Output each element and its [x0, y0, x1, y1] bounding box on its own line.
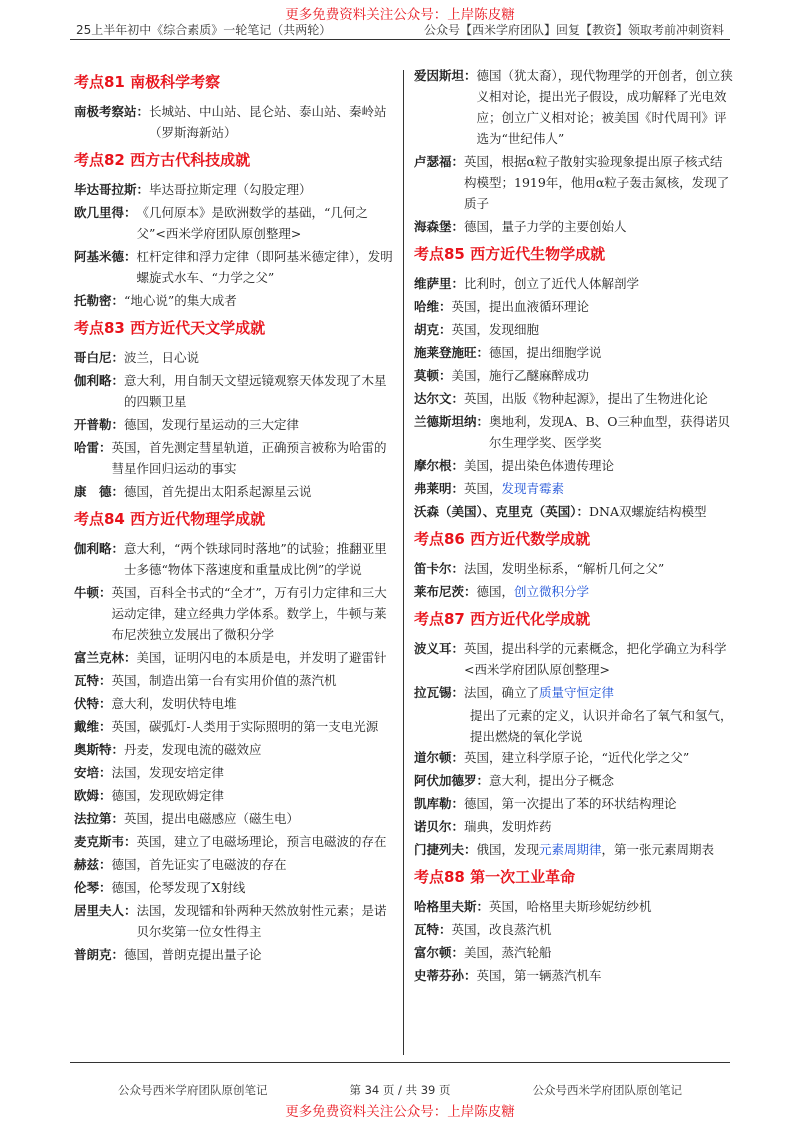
entry-desc: 长城站、中山站、昆仑站、泰山站、秦岭站（罗斯海新站） — [149, 104, 387, 140]
entry-desc: 英国，根据α粒子散射实验现象提出原子核式结构模型；1919年，他用α粒子轰击氮核，发现了质子 — [464, 154, 730, 211]
entry — [74, 101, 396, 143]
top-promo-banner: 更多免费资料关注公众号：上岸陈皮糖 — [285, 7, 515, 23]
left-column — [74, 65, 396, 967]
entry-desc: 英国，提出血液循环理论 — [451, 299, 590, 314]
entry-desc: 德国，首先证实了电磁波的存在 — [111, 857, 287, 872]
entry-desc: 法国，发现镭和钋两种天然放射性元素；是诺贝尔奖第一位女性得主 — [136, 903, 387, 939]
entry — [414, 411, 734, 453]
entry-desc: 意大利，“两个铁球同时落地”的试验；推翻亚里士多德“物体下落速度和重量成比例”的学说 — [124, 541, 387, 577]
entry — [414, 965, 734, 986]
entry-term: 阿伏加德罗： — [414, 773, 490, 788]
entry — [74, 739, 396, 760]
footer-left: 公众号西米学府团队原创笔记 — [118, 1083, 268, 1097]
entry-term: 诺贝尔： — [414, 819, 465, 834]
entry-desc — [477, 839, 734, 860]
entry — [414, 365, 734, 386]
entry-term: 笛卡尔： — [414, 561, 465, 576]
entry-term: 富尔顿： — [414, 945, 465, 960]
highlight-text: 发现青霉素 — [501, 481, 565, 496]
entry-term: 居里夫人： — [74, 903, 137, 918]
entry-desc: 英国，百科全书式的“全才”，万有引力定律和三大运动定律，建立经典力学体系。数学上，牛顿与莱布尼茨独立发展出了微积分学 — [111, 585, 387, 642]
entry — [74, 414, 396, 435]
entry — [414, 501, 734, 522]
entry-term: 普朗克： — [74, 947, 125, 962]
entry-desc: 英国，提出科学的元素概念，把化学确立为科学<西米学府团队原创整理> — [464, 641, 727, 677]
entry-desc: 英国，提出电磁感应（磁生电） — [124, 811, 300, 826]
bottom-promo-banner: 更多免费资料关注公众号：上岸陈皮糖 — [285, 1104, 515, 1120]
entry-term: 维萨里： — [414, 276, 465, 291]
entry-term: 阿基米德： — [74, 249, 137, 264]
entry — [414, 816, 734, 837]
entry — [414, 839, 734, 860]
section-title-86: 考点86 西方近代数学成就 — [414, 530, 591, 548]
entry-term: 麦克斯韦： — [74, 834, 137, 849]
entry — [74, 785, 396, 806]
section-title-84: 考点84 西方近代物理学成就 — [74, 510, 266, 528]
entry — [74, 647, 396, 668]
entry-desc: DNA双螺旋结构模型 — [589, 504, 707, 519]
entry-desc: “地心说”的集大成者 — [124, 293, 237, 308]
section-title-85: 考点85 西方近代生物学成就 — [414, 245, 606, 263]
entry-term: 欧几里得： — [74, 205, 137, 220]
section-title-81: 考点81 南极科学考察 — [74, 73, 221, 91]
entry-desc: 德国，发现行星运动的三大定律 — [124, 417, 300, 432]
highlight-text: 创立微积分学 — [514, 584, 590, 599]
entry — [414, 896, 734, 917]
entry-term: 南极考察站： — [74, 104, 150, 119]
page-number: 第 34 页 / 共 39 页 — [349, 1083, 451, 1097]
entry-desc: 意大利，用自制天文望远镜观察天体发现了木星的四颗卫星 — [124, 373, 387, 409]
entry-desc: 法国，发现安培定律 — [111, 765, 225, 780]
entry-desc: 德国，伦琴发现了X射线 — [111, 880, 246, 895]
entry-desc: 美国，提出染色体遗传理论 — [464, 458, 615, 473]
entry-term: 伽利略： — [74, 373, 125, 388]
column-divider — [403, 70, 404, 1055]
entry-desc: 德国，量子力学的主要创始人 — [464, 219, 627, 234]
entry — [414, 319, 734, 340]
entry — [414, 342, 734, 363]
entry-term: 史蒂芬孙： — [414, 968, 477, 983]
entry-desc: 比利时，创立了近代人体解剖学 — [464, 276, 640, 291]
entry — [414, 638, 734, 680]
entry-term: 哥白尼： — [74, 350, 125, 365]
highlight-text: 元素周期律 — [539, 842, 602, 857]
entry-term: 伽利略： — [74, 541, 125, 556]
entry-desc — [464, 478, 734, 499]
entry-term: 哈格里夫斯： — [414, 899, 490, 914]
header-title: 25上半年初中《综合素质》一轮笔记（共两轮） — [76, 23, 332, 37]
highlight-text: 质量守恒定律 — [539, 685, 615, 700]
entry-desc: 英国，碳弧灯-人类用于实际照明的第一支电光源 — [111, 719, 379, 734]
entry — [74, 670, 396, 691]
entry — [414, 455, 734, 476]
entry — [74, 716, 396, 737]
entry-term: 卢瑟福： — [414, 154, 465, 169]
entry-term: 兰德斯坦纳： — [414, 414, 490, 429]
entry-desc: 意大利，发明伏特电堆 — [111, 696, 237, 711]
entry-desc: 英国，建立科学原子论，“近代化学之父” — [464, 750, 690, 765]
header-note: 公众号【西米学府团队】回复【教资】领取考前冲刺资料 — [423, 23, 724, 37]
entry-desc: 杠杆定律和浮力定律（即阿基米德定律），发明螺旋式水车、“力学之父” — [136, 249, 393, 285]
entry-term: 弗莱明： — [414, 481, 465, 496]
section-title-83: 考点83 西方近代天文学成就 — [74, 319, 266, 337]
entry-term: 托勒密： — [74, 293, 125, 308]
entry-desc: 英国，首先测定彗星轨道，正确预言被称为哈雷的彗星作回归运动的事实 — [111, 440, 387, 476]
entry-term: 沃森（美国）、克里克（英国）： — [414, 504, 590, 519]
entry — [74, 808, 396, 829]
entry-term: 安培： — [74, 765, 112, 780]
entry-continuation: 提出了元素的定义，认识并命名了氧气和氢气，提出燃烧的氧化学说 — [470, 708, 733, 744]
entry — [74, 538, 396, 580]
entry — [74, 762, 396, 783]
header-rule — [70, 39, 730, 40]
entry-desc: 德国，第一次提出了苯的环状结构理论 — [464, 796, 677, 811]
entry — [74, 202, 396, 244]
entry — [74, 582, 396, 645]
entry-term: 法拉第： — [74, 811, 125, 826]
entry-term: 拉瓦锡： — [414, 685, 465, 700]
entry-term: 达尔文： — [414, 391, 465, 406]
entry — [414, 682, 734, 703]
entry-desc: 英国，第一辆蒸汽机车 — [476, 968, 602, 983]
entry-desc — [464, 682, 734, 703]
entry — [414, 793, 734, 814]
entry — [74, 437, 396, 479]
entry — [414, 273, 734, 294]
entry-term: 胡克： — [414, 322, 452, 337]
entry-desc: 瑞典，发明炸药 — [464, 819, 552, 834]
entry-desc: 丹麦，发现电流的磁效应 — [124, 742, 262, 757]
entry — [74, 290, 396, 311]
entry-term: 摩尔根： — [414, 458, 465, 473]
entry-desc: 毕达哥拉斯定理（勾股定理） — [149, 182, 312, 197]
entry — [74, 831, 396, 852]
section-title-88: 考点88 第一次工业革命 — [414, 868, 576, 886]
entry-term: 哈雷： — [74, 440, 112, 455]
entry-desc: 意大利，提出分子概念 — [489, 773, 615, 788]
entry-term: 莱布尼茨： — [414, 584, 477, 599]
entry — [414, 296, 734, 317]
footer-right: 公众号西米学府团队原创笔记 — [532, 1083, 682, 1097]
entry-term: 戴维： — [74, 719, 112, 734]
entry-term: 赫兹： — [74, 857, 112, 872]
entry — [414, 388, 734, 409]
entry-term: 富兰克林： — [74, 650, 137, 665]
entry — [414, 478, 734, 499]
entry-desc: 德国（犹太裔），现代物理学的开创者，创立狭义相对论，提出光子假设，成功解释了光电效应；创立广义相对论；被美国《时代周刊》评选为“世纪伟人” — [476, 68, 733, 146]
entry — [414, 919, 734, 940]
entry-desc: 英国，制造出第一台有实用价值的蒸汽机 — [111, 673, 337, 688]
entry-desc: 德国，发现欧姆定律 — [111, 788, 225, 803]
entry — [74, 944, 396, 965]
entry-desc: 美国，蒸汽轮船 — [464, 945, 552, 960]
entry-term: 牛顿： — [74, 585, 112, 600]
entry-term: 开普勒： — [74, 417, 125, 432]
entry-desc-text: ，第一张元素周期表 — [601, 842, 715, 857]
entry — [414, 581, 734, 602]
entry — [414, 942, 734, 963]
entry — [74, 693, 396, 714]
entry-desc-text: 法国，确立了 — [464, 685, 540, 700]
entry — [74, 877, 396, 898]
entry — [74, 370, 396, 412]
section-title-87: 考点87 西方近代化学成就 — [414, 610, 591, 628]
entry-desc-text: 德国， — [476, 584, 515, 599]
entry-term: 欧姆： — [74, 788, 112, 803]
entry-term: 莫顿： — [414, 368, 452, 383]
entry — [74, 854, 396, 875]
entry-desc: 英国，出版《物种起源》，提出了生物进化论 — [464, 391, 708, 406]
entry-desc: 美国，证明闪电的本质是电，并发明了避雷针 — [136, 650, 387, 665]
entry-term: 毕达哥拉斯： — [74, 182, 150, 197]
entry — [74, 246, 396, 288]
entry-desc: 德国，普朗克提出量子论 — [124, 947, 262, 962]
entry-desc: 德国，首先提出太阳系起源星云说 — [124, 484, 312, 499]
entry — [414, 558, 734, 579]
entry-desc: 英国，哈格里夫斯珍妮纺纱机 — [489, 899, 652, 914]
section-title-82: 考点82 西方古代科技成就 — [74, 151, 251, 169]
entry-desc-text: 英国， — [464, 481, 502, 496]
entry-desc: 法国，发明坐标系，“解析几何之父” — [464, 561, 665, 576]
entry-term: 道尔顿： — [414, 750, 465, 765]
entry-desc: 《几何原本》是欧洲数学的基础，“几何之父”<西米学府团队原创整理> — [136, 205, 368, 241]
entry-term: 施莱登施旺： — [414, 345, 490, 360]
entry-desc: 英国，建立了电磁场理论，预言电磁波的存在 — [136, 834, 387, 849]
entry-term: 瓦特： — [414, 922, 452, 937]
entry-term: 凯库勒： — [414, 796, 465, 811]
entry-desc: 英国，改良蒸汽机 — [451, 922, 552, 937]
footer-rule — [70, 1062, 730, 1063]
entry — [74, 179, 396, 200]
entry-desc — [477, 581, 734, 602]
entry-term: 伦琴： — [74, 880, 112, 895]
entry-desc: 波兰，日心说 — [124, 350, 200, 365]
entry-term: 瓦特： — [74, 673, 112, 688]
entry — [414, 216, 734, 237]
entry-term: 哈维： — [414, 299, 452, 314]
entry — [74, 347, 396, 368]
entry-desc: 美国，施行乙醚麻醉成功 — [451, 368, 590, 383]
entry-desc: 德国，提出细胞学说 — [489, 345, 602, 360]
entry-term: 波义耳： — [414, 641, 465, 656]
entry — [414, 65, 734, 149]
entry — [414, 770, 734, 791]
entry — [74, 481, 396, 502]
entry — [414, 747, 734, 768]
entry-term: 伏特： — [74, 696, 112, 711]
entry-term: 爱因斯坦： — [414, 68, 477, 83]
entry — [74, 900, 396, 942]
entry-desc: 奥地利，发现A、B、O三种血型，获得诺贝尔生理学奖、医学奖 — [489, 414, 730, 450]
entry — [414, 151, 734, 214]
entry-term: 海森堡： — [414, 219, 465, 234]
right-column — [414, 65, 734, 988]
entry-desc: 英国，发现细胞 — [451, 322, 540, 337]
entry-term: 奥斯特： — [74, 742, 125, 757]
entry-desc-text: 俄国，发现 — [476, 842, 540, 857]
entry-term: 康 德： — [74, 484, 125, 499]
entry-term: 门捷列夫： — [414, 842, 477, 857]
